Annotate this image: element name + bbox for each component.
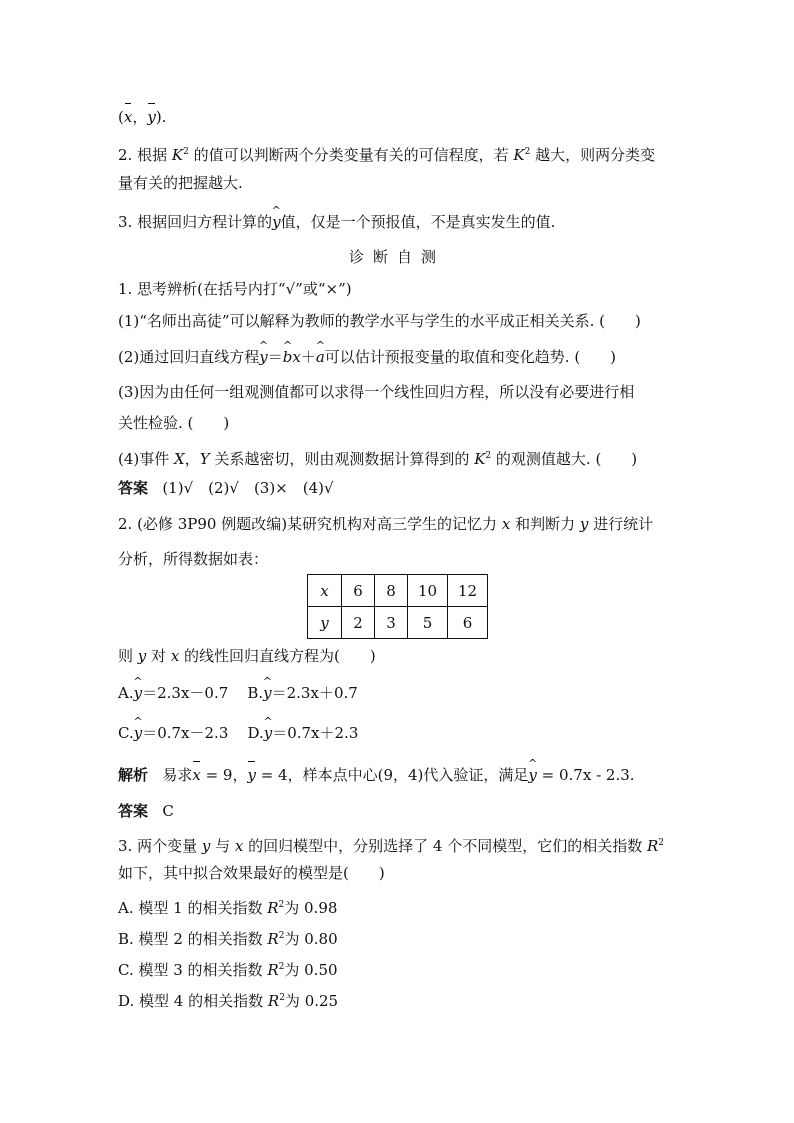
- b-hat: ^ b: [283, 346, 293, 368]
- plus: ＋: [300, 348, 316, 366]
- text: 2. (必修 3P90 例题改编)某研究机构对高三学生的记忆力: [118, 515, 502, 533]
- text: B. 模型 2 的相关指数: [118, 930, 268, 948]
- text: 可以估计预报变量的取值和变化趋势. ( ): [324, 348, 617, 366]
- superscript: 2: [278, 900, 285, 910]
- text: 关系越密切，则由观测数据计算得到的: [209, 450, 475, 468]
- q1-item-3-line-1: (3)因为由任何一组观测值都可以求得一个线性回归方程，所以没有必要进行相: [118, 383, 635, 401]
- k-symbol: K: [513, 146, 525, 164]
- y-hat: ^ y: [134, 722, 142, 744]
- superscript: 2: [524, 147, 531, 157]
- q3-option-c: [118, 956, 338, 981]
- option-b: [247, 684, 357, 702]
- table-cell: 12: [448, 575, 488, 607]
- r-symbol: R: [267, 992, 280, 1010]
- q2-line-1: [118, 513, 653, 535]
- r-symbol: R: [267, 899, 279, 917]
- x-var: x: [234, 837, 244, 855]
- superscript: 2: [278, 962, 285, 972]
- answer-text: C: [162, 802, 174, 820]
- option-label: C.: [118, 724, 134, 742]
- fragment-mean-point: [118, 106, 166, 128]
- y-var: y: [201, 837, 211, 855]
- y-hat: ^ y: [263, 682, 271, 704]
- x-bar: x: [123, 108, 133, 126]
- text: 对: [146, 647, 171, 665]
- text: 为 0.80: [284, 930, 338, 948]
- answer-text: (1)√ (2)√ (3)× (4)√: [162, 479, 334, 497]
- section-title: 诊断自测: [348, 248, 445, 266]
- q2-solution: [118, 764, 635, 786]
- option-text: ＝0.7x＋2.3: [272, 724, 359, 742]
- text: 越大，则两分类变: [530, 146, 656, 164]
- paren-open: (: [118, 108, 124, 126]
- table-cell: 6: [448, 607, 488, 639]
- q3-option-d: [118, 987, 338, 1012]
- q3-line-1: [118, 832, 664, 857]
- note-3: [118, 211, 555, 233]
- q1-answer: [118, 477, 334, 499]
- y-var: y: [137, 647, 147, 665]
- text: A. 模型 1 的相关指数: [118, 899, 268, 917]
- y-hat: ^ y: [264, 722, 272, 744]
- text: 3. 根据回归方程计算的: [118, 213, 273, 231]
- option-d: [247, 724, 358, 742]
- q2-options-cd: [118, 722, 358, 744]
- q3-option-b: [118, 925, 338, 950]
- text: 3. 两个变量: [118, 837, 202, 855]
- superscript: 2: [658, 838, 665, 848]
- superscript: 2: [279, 993, 285, 1003]
- text: 和判断力: [510, 515, 580, 533]
- superscript: 2: [485, 451, 492, 461]
- q2-options-ab: [118, 682, 358, 704]
- table-cell: 3: [375, 607, 408, 639]
- option-label: A.: [118, 684, 134, 702]
- q1-item-2: [118, 346, 616, 368]
- k-symbol: K: [171, 146, 184, 164]
- option-text: ＝2.3x＋0.7: [271, 684, 358, 702]
- table-cell: 8: [375, 575, 408, 607]
- text: 的值可以判断两个分类变量有关的可信程度，若: [188, 146, 514, 164]
- text: = 4，样本点中心(9，4)代入验证，满足: [255, 766, 529, 784]
- text: 易求: [162, 766, 193, 784]
- equals: ＝: [267, 348, 283, 366]
- q1-item-4: [118, 445, 637, 470]
- y-hat: ^ y: [272, 211, 280, 233]
- table-cell: x: [308, 575, 342, 607]
- option-text: ＝2.3x－0.7: [142, 684, 229, 702]
- option-label: D.: [247, 724, 264, 742]
- q1-item-1: (1)“名师出高徒”可以解释为教师的教学水平与学生的水平成正相关关系. ( ): [118, 312, 641, 330]
- x-bar: x: [192, 766, 201, 784]
- text: (2)通过回归直线方程: [118, 348, 260, 366]
- note-2-line-2: 量有关的把握越大.: [118, 174, 243, 192]
- text: = 9，: [200, 766, 248, 784]
- q2-stem: [118, 645, 376, 667]
- y-bar: y: [147, 108, 156, 126]
- r-symbol: R: [267, 930, 279, 948]
- answer-label: 答案: [118, 479, 149, 497]
- text: 为 0.50: [284, 961, 338, 979]
- answer-label: 答案: [118, 802, 149, 820]
- table-row: [308, 607, 488, 639]
- table-row: [308, 575, 488, 607]
- text: (4)事件: [118, 450, 175, 468]
- text: 的线性回归直线方程为( ): [179, 647, 376, 665]
- text: 的回归模型中，分别选择了 4 个不同模型，它们的相关指数: [243, 837, 647, 855]
- option-c: [118, 724, 228, 742]
- paren-close: ).: [155, 108, 167, 126]
- text: 为 0.98: [284, 899, 338, 917]
- text: 则: [118, 647, 138, 665]
- comma: ，: [132, 108, 148, 126]
- y-var: y: [579, 515, 589, 533]
- table-cell: y: [308, 607, 342, 639]
- table-cell: 6: [342, 575, 375, 607]
- x-var: x: [501, 515, 511, 533]
- text: 的观测值越大. ( ): [491, 450, 638, 468]
- y-hat: ^ y: [528, 764, 536, 786]
- option-a: [118, 684, 228, 702]
- y-bar: y: [247, 766, 256, 784]
- y-hat: ^ y: [259, 346, 267, 368]
- q1-item-3-line-2: 关性检验. ( ): [118, 414, 230, 432]
- x-var: x: [292, 348, 301, 366]
- table-cell: 10: [408, 575, 448, 607]
- superscript: 2: [278, 931, 285, 941]
- comma: ，: [184, 450, 200, 468]
- solution-label: 解析: [118, 766, 149, 784]
- q3-option-a: [118, 894, 337, 919]
- table-cell: 2: [342, 607, 375, 639]
- text: 进行统计: [588, 515, 654, 533]
- a-hat: ^ a: [316, 346, 325, 368]
- q2-line-2: 分析，所得数据如表：: [118, 550, 269, 568]
- x-var: x: [170, 647, 180, 665]
- text: = 0.7x - 2.3.: [536, 766, 635, 784]
- r-symbol: R: [646, 837, 659, 855]
- text: 值，仅是一个预报值，不是真实发生的值.: [280, 213, 556, 231]
- text: D. 模型 4 的相关指数: [118, 992, 268, 1010]
- text: C. 模型 3 的相关指数: [118, 961, 268, 979]
- superscript: 2: [183, 147, 189, 157]
- text: 2. 根据: [118, 146, 172, 164]
- text: 为 0.25: [284, 992, 339, 1010]
- q1-head: 1. 思考辨析(在括号内打“√”或“×”): [118, 280, 352, 298]
- data-table: [307, 574, 488, 639]
- y-event: Y: [199, 450, 210, 468]
- r-symbol: R: [267, 961, 279, 979]
- x-event: X: [174, 450, 185, 468]
- option-label: B.: [247, 684, 264, 702]
- text: 与: [210, 837, 235, 855]
- note-2-line-1: [118, 141, 655, 166]
- table-cell: 5: [408, 607, 448, 639]
- q2-answer: [118, 800, 174, 822]
- k-symbol: K: [474, 450, 486, 468]
- q3-line-2: 如下，其中拟合效果最好的模型是( ): [118, 864, 385, 882]
- option-text: ＝0.7x－2.3: [142, 724, 229, 742]
- y-hat: ^ y: [134, 682, 142, 704]
